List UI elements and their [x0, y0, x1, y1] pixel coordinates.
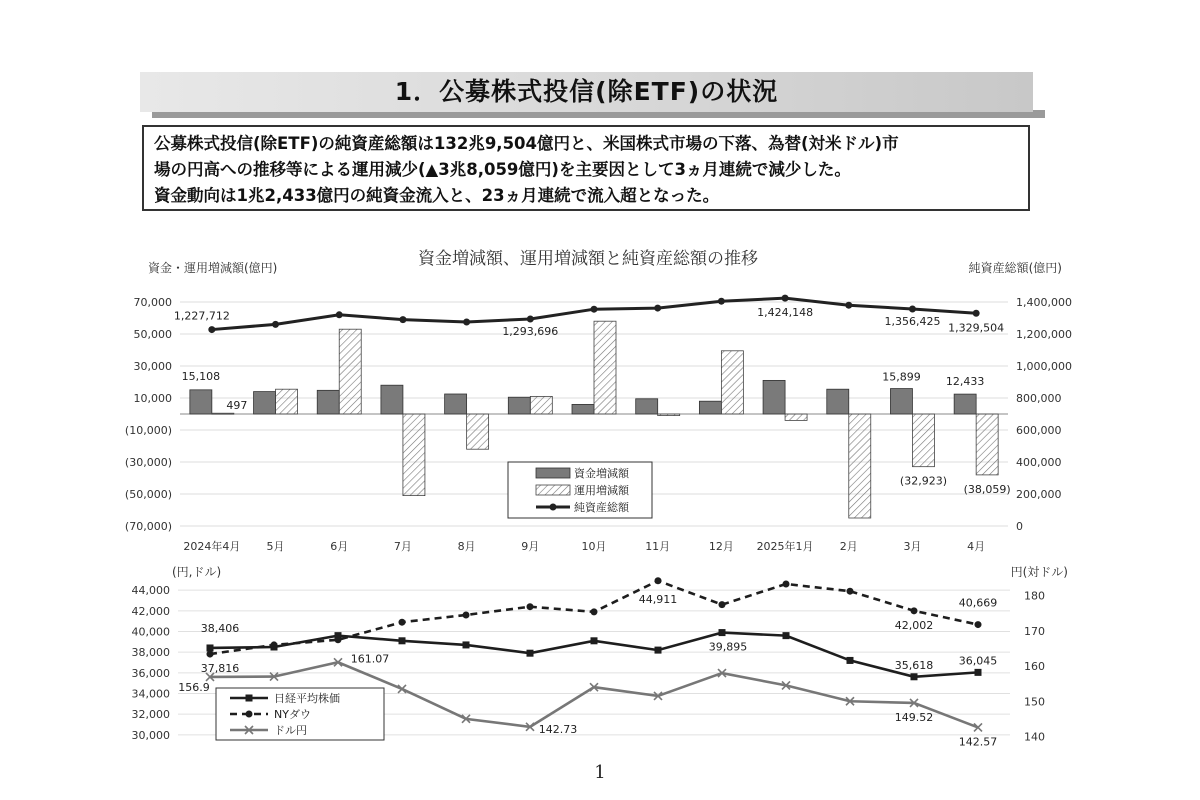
y2-tick-label: 800,000: [1016, 392, 1062, 405]
page-title: 1．公募株式投信(除ETF)の状況: [394, 77, 779, 106]
data-label: 12,433: [945, 375, 985, 389]
x-tick-label: 8月: [457, 540, 476, 553]
y-tick-label: (30,000): [124, 456, 172, 469]
point-nikkei: [655, 647, 662, 654]
y-tick-label: (70,000): [124, 520, 172, 533]
summary-line-1: 公募株式投信(除ETF)の純資産総額は132兆9,504億円と、米国株式市場の下落、為替(対米ドル)市: [154, 134, 899, 153]
y-tick-label: 38,000: [131, 646, 170, 660]
point-nydow: [207, 651, 214, 658]
y2-tick-label: 600,000: [1016, 424, 1062, 437]
data-label: 497: [226, 399, 248, 413]
data-label: 15,108: [181, 369, 221, 383]
page-number: 1: [594, 762, 606, 783]
point-nydow: [335, 636, 342, 643]
data-label: 37,816: [200, 662, 240, 676]
x-tick-label: 3月: [903, 540, 922, 553]
data-label: 1,227,712: [173, 309, 230, 323]
y2-tick-label: 1,000,000: [1016, 360, 1072, 373]
y2-tick-label: 400,000: [1016, 456, 1062, 469]
x-tick-label: 6月: [330, 540, 349, 553]
x-tick-label: 10月: [581, 540, 607, 553]
data-label: 1,329,504: [948, 321, 1005, 335]
point-nikkei: [527, 650, 534, 657]
point-nydow: [783, 580, 790, 587]
point-nydow: [527, 603, 534, 610]
x-tick-label: 2月: [839, 540, 858, 553]
x-tick-label: 7月: [393, 540, 412, 553]
y2-axis-label: 円(対ドル): [1010, 565, 1068, 579]
y2-axis-label: 純資産総額(億円): [968, 261, 1062, 275]
y2-tick-label: 1,400,000: [1016, 296, 1072, 309]
data-label: 1,293,696: [502, 325, 559, 339]
y-tick-label: 30,000: [133, 360, 172, 373]
y-tick-label: 30,000: [131, 728, 170, 742]
y-tick-label: (10,000): [124, 424, 172, 437]
summary-line-3: 資金動向は1兆2,433億円の純資金流入と、23ヵ月連続で流入超となった。: [154, 186, 720, 205]
data-label: 39,895: [708, 640, 748, 654]
data-label: 40,669: [958, 596, 998, 610]
point-nydow: [271, 641, 278, 648]
data-label: 44,911: [638, 592, 678, 606]
y2-tick-label: 1,200,000: [1016, 328, 1072, 341]
y-tick-label: 42,000: [131, 604, 170, 618]
point-nydow: [911, 607, 918, 614]
y-axis-label: (円,ドル): [172, 565, 222, 579]
data-label: 142.57: [958, 735, 998, 749]
x-tick-label: 9月: [521, 540, 540, 553]
data-label: 1,424,148: [757, 306, 814, 320]
data-label: 156.9: [178, 680, 210, 694]
y-tick-label: 34,000: [131, 687, 170, 701]
data-label: (38,059): [963, 482, 1011, 496]
y-tick-label: 40,000: [131, 625, 170, 639]
point-nikkei: [847, 657, 854, 664]
data-label: 35,618: [894, 658, 934, 672]
legend-marker-nikkei: [246, 695, 253, 702]
y-tick-label: 70,000: [133, 296, 172, 309]
data-label: 15,899: [882, 370, 921, 384]
point-nikkei: [591, 637, 598, 644]
x-tick-label: 11月: [645, 540, 671, 553]
y2-tick-label: 170: [1024, 624, 1045, 638]
y-tick-label: 44,000: [131, 584, 170, 598]
data-label: 38,406: [200, 621, 240, 635]
point-nydow: [591, 608, 598, 615]
point-nikkei: [207, 644, 214, 651]
point-nikkei: [975, 669, 982, 676]
y-tick-label: 32,000: [131, 708, 170, 722]
legend-label: ドル円: [274, 724, 307, 737]
point-nydow: [847, 588, 854, 595]
x-tick-label: 5月: [266, 540, 285, 553]
point-nikkei: [911, 673, 918, 680]
legend-marker-nydow: [246, 711, 253, 718]
point-nikkei: [719, 629, 726, 636]
y2-tick-label: 200,000: [1016, 488, 1062, 501]
legend-label: 運用増減額: [574, 484, 629, 497]
point-nydow: [399, 619, 406, 626]
legend-label: 純資産総額: [574, 501, 629, 514]
data-label: 1,356,425: [884, 314, 941, 328]
data-label: 161.07: [350, 652, 390, 666]
summary-line-2: 場の円高への推移等による運用減少(▲3兆8,059億円)を主要因として3ヵ月連続で減少した。: [154, 160, 851, 179]
data-label: 142.73: [538, 722, 578, 736]
point-nydow: [655, 577, 662, 584]
x-tick-label: 2024年4月: [183, 540, 241, 553]
x-tick-label: 12月: [708, 540, 734, 553]
y-tick-label: (50,000): [124, 488, 172, 501]
y2-tick-label: 140: [1024, 730, 1045, 744]
y2-tick-label: 0: [1016, 520, 1023, 533]
y-tick-label: 36,000: [131, 666, 170, 680]
y-tick-label: 10,000: [133, 392, 172, 405]
legend-label: 資金増減額: [574, 467, 629, 480]
point-nydow: [975, 621, 982, 628]
y-tick-label: 50,000: [133, 328, 172, 341]
legend-label: NYダウ: [274, 708, 311, 721]
point-nikkei: [463, 641, 470, 648]
y-axis-label: 資金・運用増減額(億円): [148, 261, 278, 275]
data-label: (32,923): [899, 474, 948, 488]
point-nikkei: [783, 632, 790, 639]
data-label: 36,045: [958, 654, 998, 668]
x-tick-label: 2025年1月: [756, 540, 814, 553]
y2-tick-label: 180: [1024, 589, 1045, 603]
y2-tick-label: 160: [1024, 660, 1045, 674]
y2-tick-label: 150: [1024, 695, 1045, 709]
point-nydow: [463, 611, 470, 618]
point-nikkei: [399, 637, 406, 644]
data-label: 42,002: [894, 618, 934, 632]
legend-label: 日経平均株価: [274, 692, 340, 705]
chart-title: 資金増減額、運用増減額と純資産総額の推移: [418, 249, 758, 269]
point-nydow: [719, 601, 726, 608]
data-label: 149.52: [894, 710, 934, 724]
x-tick-label: 4月: [967, 540, 986, 553]
